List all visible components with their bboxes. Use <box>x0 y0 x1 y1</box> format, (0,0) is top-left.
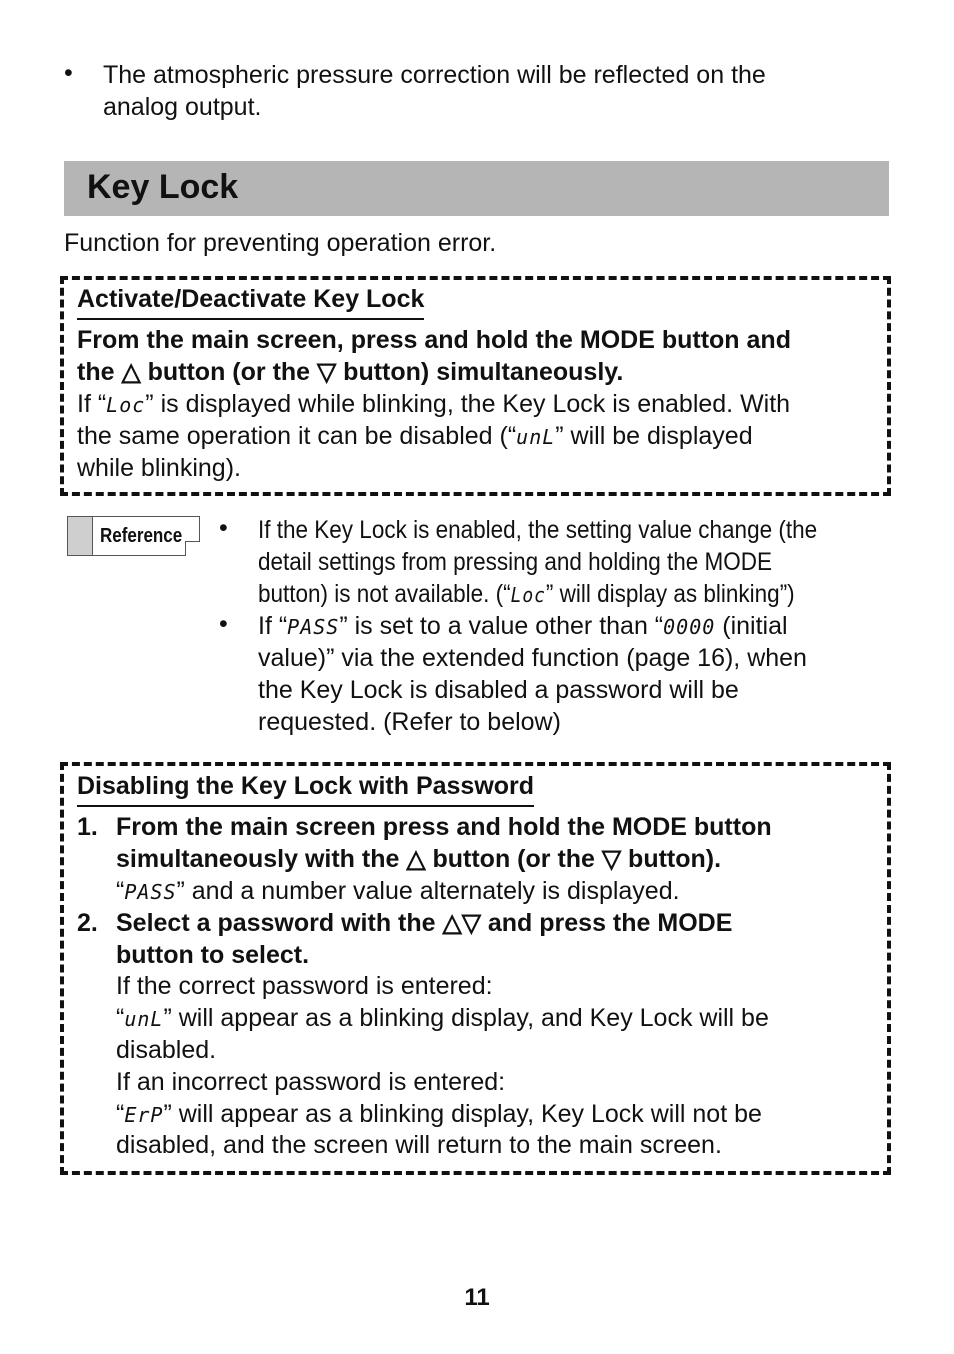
ref-bullet2-line4: requested. (Refer to below) <box>258 708 561 736</box>
box1-heading: Activate/Deactivate Key Lock <box>77 283 424 320</box>
segment-display-unl: unL <box>124 1007 164 1031</box>
correct-result-line1 <box>116 1002 769 1035</box>
ref-bullet1-line1 <box>258 514 879 546</box>
box2-heading-wrap <box>77 770 534 807</box>
text-fragment: ” will display as blinking”) <box>545 580 795 608</box>
step1-body <box>116 875 680 908</box>
incorrect-label: If an incorrect password is entered: <box>116 1068 506 1096</box>
segment-display-0000: 0000 <box>663 615 716 639</box>
bullet-dot: • <box>219 610 228 638</box>
ref-bullet1-line2 <box>258 546 829 578</box>
step2-line2: button to select. <box>116 941 310 969</box>
text-fragment: ” will appear as a blinking display, Key Lock will not be <box>163 1100 762 1128</box>
box1-heading-wrap <box>77 283 424 320</box>
step-number: 1. <box>77 813 98 841</box>
intro-text-line1: The atmospheric pressure correction will be reflected on the <box>103 61 766 89</box>
text-fragment: ” will appear as a blinking display, and Key Lock will be <box>163 1004 769 1032</box>
correct-result-line2: disabled. <box>116 1036 217 1064</box>
box1-body-line1 <box>77 388 790 421</box>
reference-badge <box>67 516 200 556</box>
text-fragment: ” is displayed while blinking, the Key Lock is enabled. With <box>145 390 791 418</box>
reference-badge-label: Reference <box>100 525 183 547</box>
incorrect-result-line1 <box>116 1098 762 1131</box>
step-number: 2. <box>77 909 98 937</box>
text-fragment: ” is set to a value other than “ <box>339 612 664 640</box>
segment-display-pass: PASS <box>124 880 177 904</box>
step1-line2: simultaneously with the △ button (or the ▽ button). <box>116 845 722 873</box>
step1-line1: From the main screen press and hold the MODE button <box>116 813 772 841</box>
ref-bullet2-line1 <box>258 610 788 643</box>
segment-display-unl: unL <box>516 425 556 449</box>
box2-heading: Disabling the Key Lock with Password <box>77 770 534 807</box>
text-fragment: If “ <box>258 612 288 640</box>
text-fragment: ” will be displayed <box>555 422 753 450</box>
segment-display-loc: Loc <box>510 583 546 607</box>
reference-badge-fold <box>185 541 200 556</box>
segment-display-erp: ErP <box>124 1103 164 1127</box>
box1-body-line2 <box>77 420 753 453</box>
page-number: 11 <box>464 1284 490 1311</box>
text-fragment: ” and a number value alternately is displayed. <box>176 877 680 905</box>
text-fragment: “ <box>116 877 125 905</box>
text-fragment: “ <box>116 1004 125 1032</box>
section-title: Key Lock <box>87 168 239 206</box>
segment-display-pass: PASS <box>287 615 340 639</box>
text-fragment: button) is not available. (“ <box>258 580 511 608</box>
step2-line1: Select a password with the △▽ and press the MODE <box>116 909 733 937</box>
section-description: Function for preventing operation error. <box>64 229 497 257</box>
text-fragment: detail settings from pressing and holding the MODE <box>258 548 773 576</box>
text-fragment: the same operation it can be disabled (“ <box>77 422 517 450</box>
box1-body-line3: while blinking). <box>77 454 241 482</box>
text-fragment: (initial <box>715 612 788 640</box>
ref-bullet2-line3: the Key Lock is disabled a password will be <box>258 676 739 704</box>
box1-instruction-line1: From the main screen, press and hold the MODE button and <box>77 326 791 354</box>
correct-label: If the correct password is entered: <box>116 972 493 1000</box>
segment-display-loc: Loc <box>106 393 146 417</box>
section-banner <box>64 161 889 216</box>
intro-text-line2: analog output. <box>103 93 262 121</box>
text-fragment: If the Key Lock is enabled, the setting value change (the <box>258 516 818 544</box>
text-fragment: If “ <box>77 390 107 418</box>
text-fragment: “ <box>116 1100 125 1128</box>
reference-badge-tab <box>68 517 93 555</box>
bullet-dot: • <box>219 514 228 542</box>
box1-instruction-line2: the △ button (or the ▽ button) simultaneously. <box>77 358 624 386</box>
ref-bullet2-line2: value)” via the extended function (page 16), when <box>258 644 807 672</box>
bullet-dot: • <box>64 59 73 87</box>
incorrect-result-line2: disabled, and the screen will return to the main screen. <box>116 1131 722 1159</box>
ref-bullet1-line3 <box>258 578 854 611</box>
